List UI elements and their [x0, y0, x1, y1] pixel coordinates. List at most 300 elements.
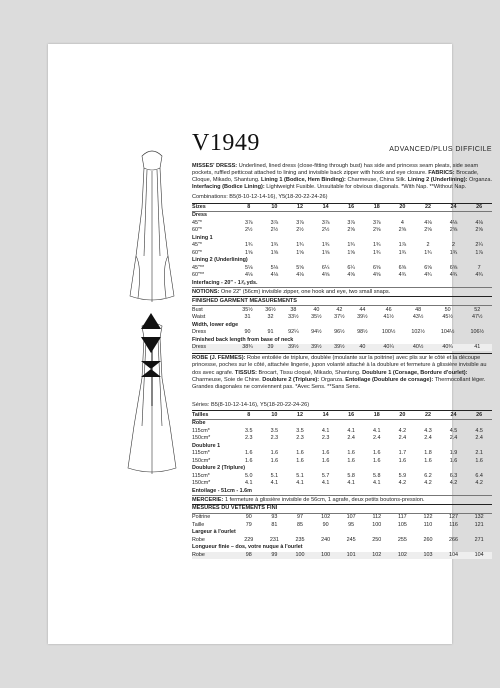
table-cell: 52	[474, 306, 481, 313]
table-cell: 1¾	[270, 242, 279, 249]
table-cell: 4.1	[321, 480, 330, 487]
pattern-info	[192, 94, 492, 559]
finished-measurements-table-fr	[192, 514, 492, 559]
table-cell: 4⅛	[296, 272, 304, 279]
table-cell: 4⅛	[449, 219, 458, 226]
table-cell: 90	[244, 329, 251, 336]
table-section-row	[192, 544, 492, 552]
row-label: 45"*	[192, 219, 203, 226]
table-cell: 5.9	[398, 472, 407, 479]
table-cell: 1¾	[373, 242, 381, 249]
table-cell: 79	[245, 521, 252, 528]
table-cell: 1¾	[321, 242, 330, 249]
table-cell: 121	[474, 521, 484, 528]
table-cell: 4.5	[449, 427, 458, 434]
finished-measurements-title-fr: MESURES DU VÊTEMENTS FINI	[192, 504, 492, 514]
table-row	[192, 480, 492, 488]
table-cell: 5.8	[347, 472, 355, 479]
table-cell: 104	[441, 552, 467, 560]
table-cell: 40¼	[374, 344, 404, 352]
table-cell: 4.2	[475, 480, 483, 487]
table-cell: 105	[397, 521, 407, 528]
table-cell: 2.4	[475, 435, 483, 442]
size-header-cell: 10	[262, 203, 288, 212]
table-cell: 5.0	[245, 472, 253, 479]
size-header-cell: 22	[415, 203, 441, 212]
table-cell: 5.8	[373, 472, 381, 479]
french-description: ROBE (J. FEMMES): Robe entoilée de triplure, doublée (moulante sur la poitrine) avec plis sur le côté et la découpe princesse, poches sur le côté, attachée lingerie, jupon volanté attaché à la doublure et fermeture à glissière invisible au dos avec agrafe. TISSUS: Brocart, Tissu cloqué, Mikado, Shantung. Doublure 1 (Corsage, Bordure d'ourlet): Charmeuse, Soie de Chine. Doublure 2 (Triplure): Organza. Entoilage (Doublure de corsage): Thermocollant léger. Grandes diagonales ne conviennent pas. *Avec Sens. **Sans Sens.	[192, 353, 492, 391]
table-cell: 6.3	[449, 472, 458, 479]
table-cell: 260	[423, 536, 433, 543]
table-cell: 33½	[288, 314, 299, 321]
section-label: Width, lower edge	[192, 321, 239, 328]
notions: NOTIONS: One 22" (56cm) invisible zipper, one hook and eye, two small snaps.	[192, 287, 492, 296]
row-label: 150cm*	[192, 480, 211, 487]
table-cell: 240	[321, 536, 331, 543]
table-cell: 3⅞	[321, 219, 330, 226]
table-cell: 1.6	[245, 457, 253, 464]
table-cell: 38	[290, 306, 297, 313]
table-cell: 117	[398, 514, 407, 521]
table-cell: 2⅝	[347, 227, 355, 234]
table-cell: 40½	[403, 344, 433, 352]
section-label: Lining 2 (Underlining)	[192, 257, 248, 264]
table-cell: 2½	[245, 227, 253, 234]
table-cell: 4.1	[321, 427, 330, 434]
row-label: 45"*	[192, 242, 203, 249]
table-cell: 1¾	[296, 242, 304, 249]
section-label: Dress	[192, 212, 207, 219]
table-cell: 39½	[305, 344, 328, 352]
table-cell: 127	[449, 514, 459, 521]
table-cell: 116	[449, 521, 458, 528]
table-cell: 1.6	[373, 450, 381, 457]
row-label: Robe	[192, 552, 236, 560]
table-cell: 1.9	[449, 450, 458, 457]
section-label: Lining 1	[192, 234, 213, 241]
table-cell: 271	[474, 536, 484, 543]
table-cell: 1¾	[424, 249, 432, 256]
size-header-label: Tailles	[192, 411, 236, 420]
row-label: 115cm*	[192, 427, 210, 434]
table-cell: 2.4	[373, 435, 381, 442]
table-cell: 4⅛	[424, 219, 432, 226]
table-cell: 2⅝	[424, 227, 432, 234]
row-label: 115cm*	[192, 450, 210, 457]
table-row	[192, 435, 492, 443]
table-section-row	[192, 212, 492, 220]
pattern-envelope-back	[48, 44, 493, 644]
table-cell: 4¾	[449, 272, 458, 279]
size-header-cell: 16	[338, 411, 364, 420]
size-header-cell: 8	[236, 411, 262, 420]
table-section-row	[192, 465, 492, 473]
table-cell: 92¼	[288, 329, 299, 336]
size-header-label: Sizes	[192, 203, 236, 212]
table-cell: 3⅞	[373, 219, 381, 226]
row-label: Waist	[192, 314, 206, 321]
table-cell: 3⅞	[245, 219, 253, 226]
table-cell: 1¾	[373, 249, 381, 256]
row-label: 150cm*	[192, 457, 211, 464]
row-label: Robe	[192, 536, 205, 543]
table-cell: 2½	[296, 227, 304, 234]
table-cell: 4¾	[475, 272, 483, 279]
table-cell: 2½	[321, 227, 330, 234]
table-cell: 229	[244, 536, 254, 543]
table-cell: 3.5	[270, 427, 279, 434]
table-cell: 41	[462, 344, 492, 352]
table-cell: 102	[364, 552, 390, 560]
table-cell: 1.6	[321, 457, 330, 464]
table-cell: 98½	[357, 329, 368, 336]
table-cell: 2⅝	[398, 227, 407, 234]
table-cell: 40¾	[433, 344, 463, 352]
table-cell: 3⅞	[296, 219, 304, 226]
table-cell: 100	[313, 552, 339, 560]
table-section-row	[192, 529, 492, 537]
row-label: 60"*	[192, 249, 203, 256]
difficulty-level: ADVANCED/PLUS DIFFICILE	[389, 145, 492, 153]
table-row	[192, 265, 492, 273]
table-cell: 6¼	[321, 264, 330, 271]
table-cell: 46	[385, 306, 392, 313]
row-label: Dress	[192, 344, 236, 352]
table-cell: 106½	[470, 329, 484, 336]
table-cell: 4.2	[398, 480, 407, 487]
size-header-cell: 22	[415, 411, 441, 420]
table-cell: 4.1	[373, 480, 381, 487]
row-label: Bust	[192, 306, 203, 313]
table-cell: 4.1	[270, 480, 279, 487]
table-cell: 39½	[328, 344, 351, 352]
table-cell: 100½	[381, 329, 396, 336]
table-cell: 1¾	[347, 242, 355, 249]
table-cell: 1¾	[398, 249, 407, 256]
table-cell: 235	[295, 536, 305, 543]
table-section-row	[192, 257, 492, 265]
table-cell: 1⅝	[245, 249, 253, 256]
table-cell: 1⅝	[296, 249, 304, 256]
table-cell: 3⅞	[270, 219, 279, 226]
table-cell: 6¼	[347, 264, 355, 271]
table-cell: 2⅝	[373, 227, 381, 234]
table-cell: 4⅝	[321, 272, 330, 279]
table-cell: 1.6	[449, 457, 458, 464]
table-row	[192, 522, 492, 530]
row-label: Poitrine	[192, 514, 211, 521]
table-cell: 40	[351, 344, 374, 352]
table-cell: 2.1	[475, 450, 483, 457]
table-cell: 3⅞	[347, 219, 355, 226]
table-cell: 40	[313, 306, 320, 313]
size-header-cell: 26	[466, 203, 492, 212]
table-cell: 2.4	[347, 435, 355, 442]
table-cell: 4.1	[296, 480, 304, 487]
garment-title: MISSES' DRESS:	[192, 162, 238, 169]
table-cell: 4⅛	[270, 272, 279, 279]
table-cell: 5.1	[270, 472, 279, 479]
table-cell: 4¾	[398, 272, 407, 279]
table-cell: 101	[338, 552, 364, 560]
table-cell: 100	[372, 521, 382, 528]
table-cell: 1.6	[398, 457, 407, 464]
table-cell: 2⅝	[449, 227, 458, 234]
table-cell: 104½	[440, 329, 455, 336]
table-row	[192, 250, 492, 258]
section-label: Finished back length from base of neck	[192, 336, 294, 343]
table-row	[192, 537, 492, 545]
table-cell: 81	[271, 521, 278, 528]
table-cell: 6⅝	[373, 264, 381, 271]
row-label: 60"*	[192, 227, 203, 234]
table-cell: 95	[348, 521, 355, 528]
section-label: Entoilage - 51cm - 1.6m	[192, 487, 252, 494]
size-header-cell: 20	[390, 203, 416, 212]
table-section-row	[192, 235, 492, 243]
table-cell: 4¾	[424, 272, 432, 279]
table-cell: 2¼	[475, 242, 483, 249]
table-cell: 102	[390, 552, 416, 560]
table-cell: 2½	[270, 227, 279, 234]
table-cell: 3.5	[296, 427, 304, 434]
table-cell: 2.3	[321, 435, 330, 442]
table-cell: 39½	[282, 344, 305, 352]
table-cell: 2.4	[398, 435, 407, 442]
table-cell: 1.6	[475, 457, 483, 464]
table-cell: 4.1	[245, 480, 253, 487]
table-cell: 4⅝	[347, 272, 355, 279]
size-header-cell: 16	[338, 203, 364, 212]
table-cell: 3.5	[245, 427, 253, 434]
table-cell: 97	[296, 514, 303, 521]
section-label: Doublure 2 (Triplure)	[192, 465, 246, 472]
table-cell: 5.1	[296, 472, 304, 479]
table-cell: 2	[452, 242, 456, 249]
size-header-cell: 12	[287, 411, 313, 420]
table-cell: 1.6	[321, 450, 330, 457]
table-cell: 1⅝	[347, 249, 355, 256]
row-label: Dress	[192, 329, 207, 336]
table-cell: 6⅝	[449, 264, 458, 271]
table-cell: 7	[477, 264, 481, 271]
english-description: MISSES' DRESS: Underlined, lined dress (close-fitting through bust) has side and princess seam pleats, side seam pockets, ruffled petticoat attached to lining and invisible back zipper with hook and eye closure. FABRICS: Brocade, Cloque, Mikado, Shantung. Lining 1 (Bodice, Hem Binding): Charmeuse, China Silk. Lining 2 (Underlining): Organza. Interfacing (Bodice Lining): Lightweight Fusible. Unsuitable for obvious diagonals. *With Nap. **Without Nap.	[192, 162, 493, 191]
table-cell: 2.3	[245, 435, 253, 442]
table-cell: 4.5	[475, 427, 483, 434]
table-section-row	[192, 419, 492, 427]
size-header-cell: 8	[236, 203, 262, 212]
table-cell: 1⅞	[398, 242, 407, 249]
table-cell: 94½	[311, 329, 322, 336]
table-cell: 39	[259, 344, 282, 352]
table-cell: 6.4	[475, 472, 483, 479]
table-cell: 85	[296, 521, 303, 528]
table-cell: 2.4	[424, 435, 432, 442]
row-label: 150cm*	[192, 435, 211, 442]
table-cell: 1.6	[424, 457, 432, 464]
table-cell: 1.6	[373, 457, 381, 464]
table-cell: 102	[321, 514, 331, 521]
table-cell: 4.2	[398, 427, 407, 434]
table-cell: 43½	[412, 314, 424, 321]
table-cell: 91	[267, 329, 274, 336]
table-cell: 42	[336, 306, 343, 313]
table-cell: 38¾	[236, 344, 259, 352]
table-cell: 35½	[242, 306, 253, 313]
table-cell: 1.6	[296, 457, 304, 464]
section-label: Interfacing - 20" - 1⅞ yds.	[192, 279, 258, 286]
table-cell: 1.6	[347, 457, 355, 464]
table-cell: 2.3	[296, 435, 304, 442]
size-header-row	[192, 203, 492, 212]
table-cell: 1.8	[424, 450, 432, 457]
table-cell: 5⅛	[245, 264, 253, 271]
table-row	[192, 457, 492, 465]
table-cell: 98	[236, 552, 262, 560]
size-combinations-fr: Séries: B5(8-10-12-14-16), Y5(18-20-22-24-26)	[192, 402, 310, 409]
table-cell: 6⅝	[424, 264, 432, 271]
table-cell: 112	[372, 514, 382, 521]
size-header-cell: 14	[313, 411, 339, 420]
table-cell: 1.6	[270, 450, 279, 457]
table-cell: 45½	[442, 314, 453, 321]
size-header-cell: 24	[441, 203, 467, 212]
section-label: Largeur à l'ourlet	[192, 529, 236, 536]
table-cell: 41½	[383, 314, 394, 321]
table-cell: 6⅝	[398, 264, 407, 271]
table-section-row	[192, 321, 492, 329]
table-cell: 4.3	[424, 427, 432, 434]
dress-front-sketch	[130, 151, 174, 302]
table-row	[192, 242, 492, 250]
bowtie-marker	[140, 360, 162, 378]
pattern-header	[192, 128, 492, 159]
table-cell: 96½	[334, 329, 345, 336]
table-cell: 5.7	[321, 472, 330, 479]
finished-measurements-table	[192, 306, 492, 351]
table-cell: 99	[262, 552, 288, 560]
pattern-number: V1949	[192, 130, 260, 156]
section-label: Doublure 1	[192, 442, 221, 449]
triangle-up-marker	[140, 312, 162, 330]
table-cell: 2⅝	[475, 227, 483, 234]
table-cell: 44	[359, 306, 366, 313]
size-header-cell: 18	[364, 203, 390, 212]
table-cell: 231	[269, 536, 279, 543]
table-cell: 1.6	[296, 450, 304, 457]
table-cell: 5⅝	[296, 264, 304, 271]
table-cell: 100	[287, 552, 313, 560]
size-header-cell: 24	[441, 411, 467, 420]
notions-fr: MERCERIE: 1 fermeture à glissière invisible de 56cm, 1 agrafe, deux petits boutons-pression.	[192, 495, 492, 504]
table-row	[192, 272, 492, 280]
table-cell: 1.6	[270, 457, 279, 464]
table-cell: 5⅛	[270, 264, 279, 271]
section-label: Longueur finie – dos, votre nuque à l'ourlet	[192, 544, 303, 551]
table-cell: 4	[400, 219, 404, 226]
table-row	[192, 552, 492, 560]
table-section-row	[192, 280, 492, 288]
table-cell: 4.2	[449, 480, 458, 487]
table-row	[192, 220, 492, 228]
yardage-table-fr	[192, 410, 492, 495]
table-cell: 90	[245, 514, 252, 521]
table-cell: 1⅞	[475, 249, 483, 256]
table-cell: 250	[372, 536, 382, 543]
table-cell: 2.4	[449, 435, 458, 442]
row-label: 115cm*	[192, 472, 210, 479]
table-cell: 1¾	[245, 242, 253, 249]
table-cell: 107	[346, 514, 356, 521]
table-cell: 4.1	[373, 427, 381, 434]
table-cell: 1.6	[245, 450, 253, 457]
table-row	[192, 227, 492, 235]
table-cell: 2.3	[270, 435, 279, 442]
table-cell: 36½	[265, 306, 276, 313]
garment-title-fr: ROBE (J. FEMMES):	[192, 355, 246, 362]
yardage-table	[192, 203, 492, 288]
table-cell: 32	[267, 314, 274, 321]
size-header-cell: 18	[364, 411, 390, 420]
table-cell: 48	[415, 306, 422, 313]
table-row	[192, 306, 492, 314]
size-header-cell: 10	[262, 411, 288, 420]
section-label: Robe	[192, 420, 206, 427]
row-label: 45"**	[192, 264, 205, 271]
table-cell: 4.2	[424, 480, 432, 487]
table-cell: 1⅝	[321, 249, 330, 256]
size-header-cell: 20	[390, 411, 416, 420]
table-cell: 245	[346, 536, 356, 543]
finished-measurements-title: FINISHED GARMENT MEASUREMENTS	[192, 296, 492, 306]
table-cell: 50	[444, 306, 451, 313]
size-header-cell: 14	[313, 203, 339, 212]
table-row	[192, 314, 492, 322]
table-cell: 102½	[411, 329, 425, 336]
table-cell: 4⅛	[245, 272, 253, 279]
size-header-row	[192, 411, 492, 420]
table-cell: 4⅝	[373, 272, 381, 279]
size-header-cell: 12	[287, 203, 313, 212]
table-section-row	[192, 442, 492, 450]
table-cell: 1⅝	[270, 249, 279, 256]
table-row	[192, 344, 492, 352]
table-row	[192, 450, 492, 458]
table-cell: 37½	[334, 314, 345, 321]
table-cell: 6.2	[424, 472, 432, 479]
table-cell: 255	[397, 536, 407, 543]
table-cell: 132	[474, 514, 484, 521]
table-cell: 266	[449, 536, 459, 543]
table-row	[192, 514, 492, 522]
table-cell: 1.7	[398, 450, 407, 457]
table-section-row	[192, 487, 492, 495]
table-cell: 90	[322, 521, 329, 528]
triangle-down-marker	[140, 336, 162, 354]
table-cell: 4.1	[347, 480, 355, 487]
row-label: Taille	[192, 521, 205, 528]
table-cell: 110	[423, 521, 433, 528]
table-cell: 4.1	[347, 427, 355, 434]
table-cell: 31	[244, 314, 251, 321]
table-cell: 2	[426, 242, 430, 249]
table-cell: 4⅛	[475, 219, 483, 226]
table-cell: 35½	[311, 314, 322, 321]
table-cell: 122	[423, 514, 433, 521]
size-header-cell: 26	[466, 411, 492, 420]
table-section-row	[192, 336, 492, 344]
table-row	[192, 427, 492, 435]
